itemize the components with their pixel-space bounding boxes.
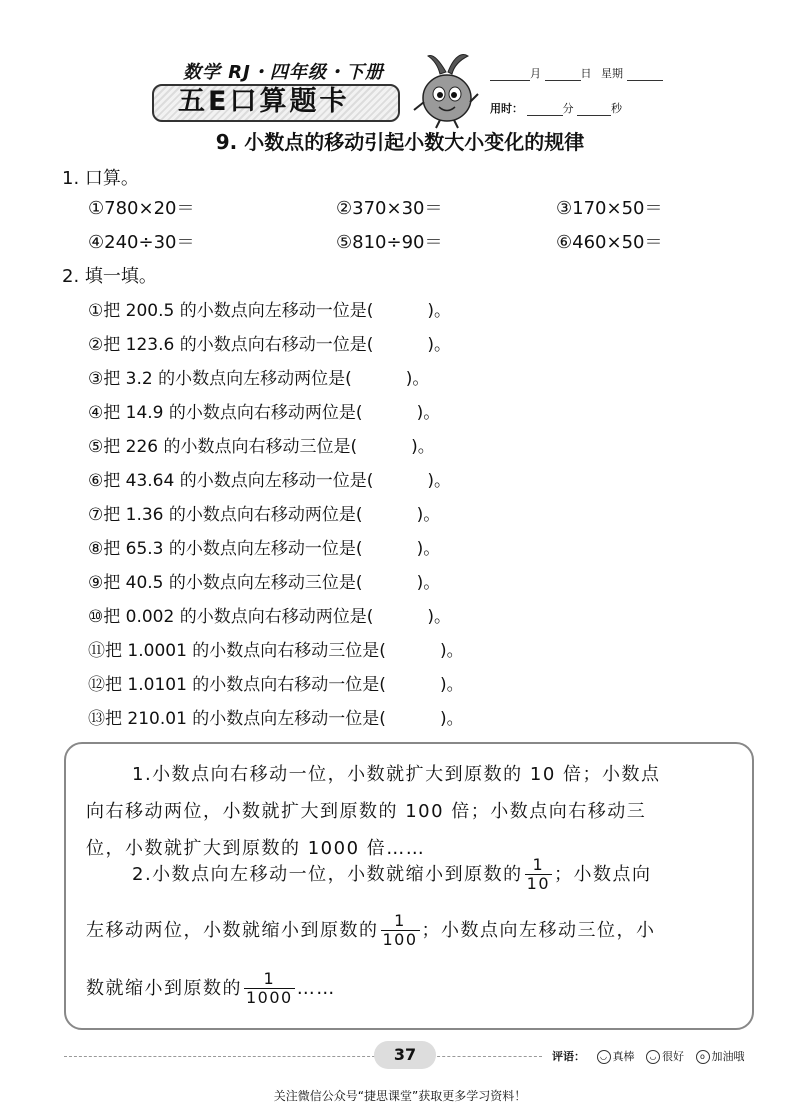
rule-text: 左移动两位，小数就缩小到原数的 xyxy=(86,919,379,941)
rating-option: 真棒 xyxy=(612,1050,635,1063)
rule-line xyxy=(86,970,336,1008)
fill-item: ⑨把 40.5 的小数点向左移动三位是( )。 xyxy=(88,573,441,593)
fill-item: ⑧把 65.3 的小数点向左移动一位是( )。 xyxy=(88,539,441,559)
footer-note: 关注微信公众号“捷思课堂”获取更多学习资料！ xyxy=(273,1089,527,1103)
fraction-one-thousandth: $\frac{1}{1000}$ xyxy=(246,969,293,1008)
calc-item: ⑤810÷90＝ xyxy=(336,232,443,253)
date-fields xyxy=(490,65,663,81)
question-1-heading: 1. 口算。 xyxy=(62,168,139,189)
rating-bar xyxy=(552,1048,745,1064)
page-number: 37 xyxy=(374,1041,436,1069)
weekday-blank[interactable] xyxy=(627,68,663,81)
rule-line xyxy=(86,912,656,950)
footer-divider xyxy=(64,1056,380,1057)
fill-item: ④把 14.9 的小数点向右移动两位是( )。 xyxy=(88,403,441,423)
calc-item: ②370×30＝ xyxy=(336,198,443,219)
brand-title: 五E口算题卡 xyxy=(178,86,350,117)
fill-item: ⑫把 1.0101 的小数点向右移动一位是( )。 xyxy=(88,675,464,695)
fill-item: ⑥把 43.64 的小数点向左移动一位是( )。 xyxy=(88,471,452,491)
fill-item: ②把 123.6 的小数点向右移动一位是( )。 xyxy=(88,335,452,355)
month-label: 月 xyxy=(530,67,541,80)
fill-item: ③把 3.2 的小数点向左移动两位是( )。 xyxy=(88,369,430,389)
rule-text: 位，小数就扩大到原数的 1000 倍…… xyxy=(86,838,426,859)
fraction-one-hundredth: $\frac{1}{100}$ xyxy=(382,911,418,950)
fraction-one-tenth: $\frac{1}{10}$ xyxy=(526,855,551,894)
calc-item: ⑥460×50＝ xyxy=(556,232,663,253)
fill-item: ⑦把 1.36 的小数点向右移动两位是( )。 xyxy=(88,505,441,525)
day-blank[interactable] xyxy=(545,68,581,81)
minutes-label: 分 xyxy=(562,102,574,115)
rule-text: …… xyxy=(296,977,336,999)
rating-option: 很好 xyxy=(662,1050,684,1063)
rule-text: ；小数点向左移动三位，小 xyxy=(421,919,656,941)
fill-item: ⑩把 0.002 的小数点向右移动两位是( )。 xyxy=(88,607,452,627)
question-2-heading: 2. 填一填。 xyxy=(62,266,157,287)
rating-option: 加油哦 xyxy=(711,1050,745,1063)
rule-text: 数就缩小到原数的 xyxy=(86,977,242,999)
seconds-label: 秒 xyxy=(611,102,622,115)
rule-text: ；小数点向 xyxy=(554,863,652,885)
time-fields xyxy=(490,100,622,116)
rule-text: 向右移动两位，小数就扩大到原数的 100 倍；小数点向右移动三 xyxy=(86,801,647,822)
subject-label: 数学 RJ・四年级・下册 xyxy=(183,62,384,83)
rule-line xyxy=(132,856,652,894)
rule-text: 1.小数点向右移动一位，小数就扩大到原数的 10 倍；小数点 xyxy=(132,764,661,785)
month-blank[interactable] xyxy=(490,68,530,81)
fill-item: ①把 200.5 的小数点向左移动一位是( )。 xyxy=(88,301,452,321)
fill-item: ⑬把 210.01 的小数点向左移动一位是( )。 xyxy=(88,709,464,729)
time-label: 用时： xyxy=(490,102,523,115)
day-label: 日 xyxy=(580,67,592,80)
fill-item: ⑪把 1.0001 的小数点向右移动三位是( )。 xyxy=(88,641,464,661)
lesson-title: 9. 小数点的移动引起小数大小变化的规律 xyxy=(215,130,585,154)
calc-item: ④240÷30＝ xyxy=(88,232,195,253)
rule-text: 2.小数点向左移动一位，小数就缩小到原数的 xyxy=(132,863,523,885)
rating-label: 评语： xyxy=(552,1050,585,1063)
calc-item: ①780×20＝ xyxy=(88,198,195,219)
weekday-label: 星期 xyxy=(601,67,623,80)
fill-item: ⑤把 226 的小数点向右移动三位是( )。 xyxy=(88,437,435,457)
footer-divider xyxy=(432,1056,542,1057)
smile-face-icon[interactable]: ◡ xyxy=(646,1050,660,1064)
grin-face-icon[interactable]: ◡ xyxy=(597,1050,611,1064)
seconds-blank[interactable] xyxy=(577,103,611,116)
radish-mascot-icon xyxy=(410,50,482,130)
minutes-blank[interactable] xyxy=(527,103,563,116)
cheer-face-icon[interactable]: o xyxy=(696,1050,710,1064)
calc-item: ③170×50＝ xyxy=(556,198,663,219)
